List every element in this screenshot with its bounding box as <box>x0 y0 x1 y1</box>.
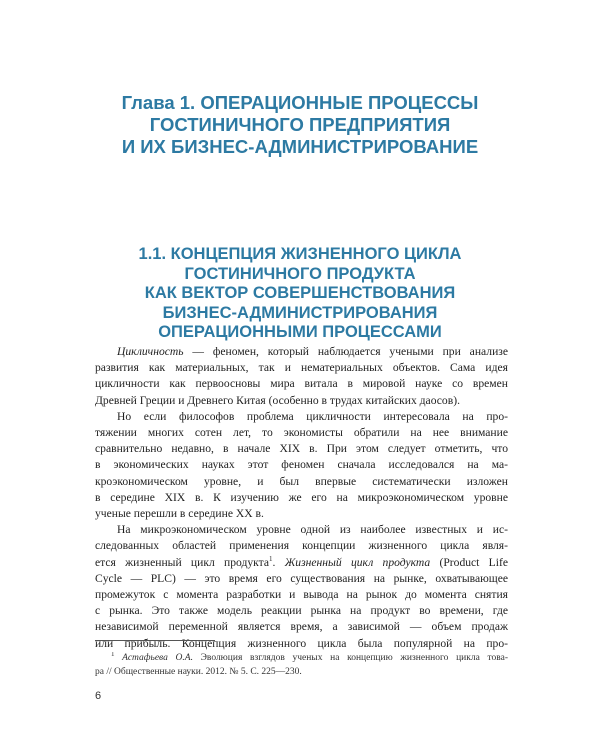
text-line: или прибыль. Концепция жизненного цикла была популярной на про- <box>95 636 508 650</box>
italic-term: Жизненный цикл продукта <box>284 555 431 569</box>
section-title-line: ГОСТИНИЧНОГО ПРОДУКТА <box>184 264 416 283</box>
text-line: сравнительно недавно, в начале XIX в. При этом следует отметить, что <box>95 442 508 456</box>
section-title-line: 1.1. КОНЦЕПЦИЯ ЖИЗНЕННОГО ЦИКЛА <box>138 245 462 263</box>
text-line: развития как материальных, так и нематериальных объектов. Сама идея <box>95 361 508 375</box>
text-line: ученые перешли в середине XX в. <box>95 507 264 521</box>
text-line: следованных областей применения концепции жизненного цикла явля- <box>95 539 508 553</box>
text-line: Но если философов проблема цикличности интересовала на про- <box>117 409 508 423</box>
text-line: с рынка. Это также модель реакции рынка на продукт во времени, где <box>95 604 508 618</box>
footnote-divider <box>95 640 215 641</box>
text-line: ется жизненный цикл продукта$^1$. Жизненный цикл продукта (Product Life <box>95 554 508 569</box>
footnote-marker: 1 <box>111 652 115 658</box>
chapter-title-line: ГОСТИНИЧНОГО ПРЕДПРИЯТИЯ <box>149 114 451 135</box>
page-number: 6 <box>95 690 102 702</box>
text-line: промежуток с момента разработки и вывода на рынок до момента снятия <box>95 588 508 602</box>
body-text <box>95 344 508 652</box>
section-title-line: КАК ВЕКТОР СОВЕРШЕНСТВОВАНИЯ <box>144 284 456 302</box>
chapter-title <box>60 92 540 158</box>
text-line: Cycle — PLC) — это время его существования на рынке, охватывающее <box>95 571 508 585</box>
text-line: в экономических науках этот феномен сначала исследовался на ма- <box>95 458 508 472</box>
text-line: тяжении многих сотен лет, то экономисты обратили на нее внимание <box>95 426 508 440</box>
italic-term: Цикличность <box>117 345 184 358</box>
text-line: цикличности как первоосновы мира витала в мировой науке со времен <box>95 377 508 391</box>
chapter-title-line: И ИХ БИЗНЕС-АДМИНИСТРИРОВАНИЕ <box>121 136 479 157</box>
section-title <box>80 245 520 343</box>
section-title-line: ОПЕРАЦИОННЫМИ ПРОЦЕССАМИ <box>158 323 442 341</box>
footnote-line: ра // Общественные науки. 2012. № 5. С. 225—230. <box>95 666 302 677</box>
section-title-line: БИЗНЕС-АДМИНИСТРИРОВАНИЯ <box>162 303 438 322</box>
footnote-author: Астафьева О.А. <box>122 653 193 663</box>
text-line: в середине XIX в. К изучению же его на микроэкономическом уровне <box>95 490 508 504</box>
footnote <box>95 652 508 679</box>
text-line: независимой переменной является время, а зависимой — объем продаж <box>95 620 508 634</box>
text-line: кроэкономическом уровне, и был впервые систематически изложен <box>95 474 508 488</box>
text-line: Цикличность — феномен, который наблюдается учеными при анализе <box>117 345 508 358</box>
footnote-line: $^1$ Астафьева О.А. Эволюция взглядов ученых на концепцию жизненного цикла това- <box>95 652 508 666</box>
text-line: Древней Греции и Древнего Китая (особенно в трудах китайских даосов). <box>95 393 460 407</box>
text-line: На микроэкономическом уровне одной из наиболее известных и ис- <box>117 523 508 537</box>
chapter-title-line: Глава 1. ОПЕРАЦИОННЫЕ ПРОЦЕССЫ <box>121 92 479 113</box>
footnote-ref[interactable]: 1 <box>269 554 273 563</box>
